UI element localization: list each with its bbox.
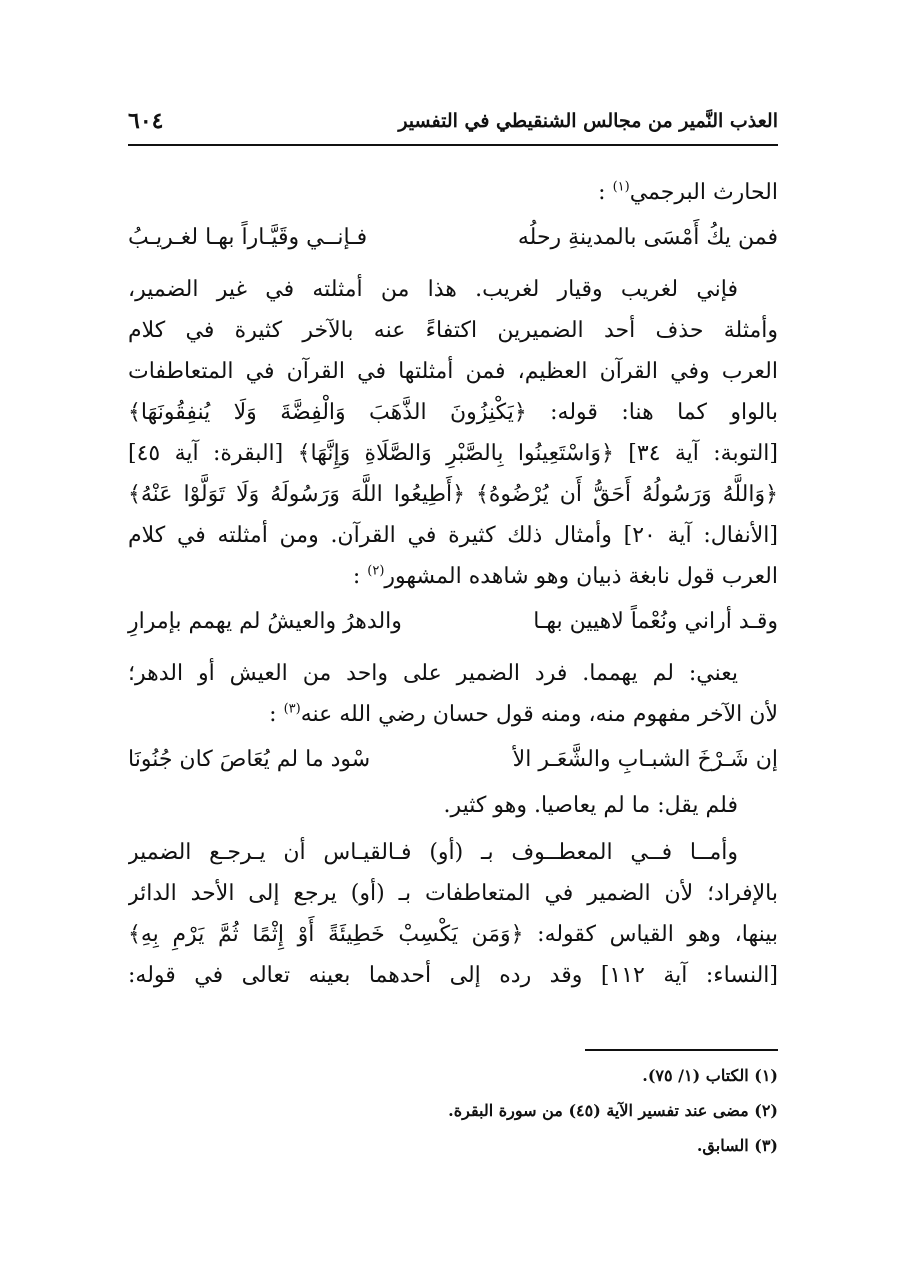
verse-first-hemistich: إن شَـرْخَ الشبـابِ والشَّعَـر الأ [512,747,778,772]
verse-second-hemistich: والدهرُ والعيشُ لم يهمم بإمرارِ [128,609,402,634]
footnote-divider [585,1049,778,1051]
text-line: [النساء: آية ١١٢] وقد رده إلى أحدهما بعينه تعالى في قوله: [128,963,778,988]
main-text [128,172,778,996]
page-header [128,108,778,146]
footnote-ref: (٣) [283,701,301,717]
text-line: [الأنفال: آية ٢٠] وأمثال ذلك كثيرة في القرآن. ومن أمثلته في كلام [128,523,778,548]
text-line: وأمثلة حذف أحد الضميرين اكتفاءً عنه بالآخر كثيرة في كلام [128,318,778,343]
text-line: العرب وفي القرآن العظيم، فمن أمثلتها في القرآن في المتعاطفات [128,359,778,384]
text-line: الحارث البرجمي$^{(١)}$ : [598,179,778,205]
verse-second-hemistich: سْود ما لم يُعَاصَ كان جُنُونَا [128,747,371,772]
footnote: (١) الكتاب (١/ ٧٥). [642,1066,778,1085]
verse-first-hemistich: وقـد أراني ونُعْماً لاهيين بهـا [533,609,778,634]
footnote-ref: (٢) [367,563,385,579]
footnote: (٢) مضى عند تفسير الآية (٤٥) من سورة البقرة. [448,1101,778,1120]
text-line: العرب قول نابغة ذبيان وهو شاهده المشهور$^{(٢)}$ : [352,563,778,589]
poem-verse [128,213,778,263]
footnotes [128,1058,778,1163]
text-line: لأن الآخر مفهوم منه، ومنه قول حسان رضي الله عنه$^{(٣)}$ : [269,701,778,727]
text-line: وأمــا فــي المعطــوف بـ (أو) فـالقيـاس أن يـرجـع الضمير [128,840,738,865]
page-number: ٦٠٤ [128,108,164,134]
footnote: (٣) السابق. [696,1136,778,1155]
text-line: [التوبة: آية ٣٤] ﴿وَاسْتَعِينُوا بِالصَّبْرِ وَالصَّلَاةِ وَإِنَّهَا﴾ [البقرة: آية ٤٥] [128,441,778,466]
text-line: فإني لغريب وقيار لغريب. هذا من أمثلته في غير الضمير، [128,277,738,302]
poem-verse [128,735,778,785]
book-title: العذب النَّمير من مجالس الشنقيطي في التفسير [398,110,778,132]
verse-first-hemistich: فمن يكُ أَمْسَى بالمدينةِ رحلُه [517,225,778,250]
text-line: بالواو كما هنا: قوله: ﴿يَكْنِزُونَ الذَّهَبَ وَالْفِضَّةَ وَلَا يُنفِقُونَهَا﴾ [128,400,778,425]
text-line: بينها، وهو القياس كقوله: ﴿وَمَن يَكْسِبْ خَطِيئَةً أَوْ إِثْمًا ثُمَّ يَرْمِ بِهِ﴾ [128,922,778,947]
text-line: فلم يقل: ما لم يعاصيا. وهو كثير. [443,793,738,818]
text-line: يعني: لم يهمما. فرد الضمير على واحد من العيش أو الدهر؛ [128,661,738,686]
text-line: ﴿وَاللَّهُ وَرَسُولُهُ أَحَقُّ أَن يُرْضُوهُ﴾ ﴿أَطِيعُوا اللَّهَ وَرَسُولَهُ وَلَا تَوَلَّوْا عَنْهُ﴾ [128,482,778,507]
text-line: بالإفراد؛ لأن الضمير في المتعاطفات بـ (أو) يرجع إلى الأحد الدائر [128,881,778,906]
poem-verse [128,597,778,647]
footnote-ref: (١) [612,179,630,195]
verse-second-hemistich: فـإنــي وقَيَّـاراً بهـا لغـريـبُ [128,225,368,250]
